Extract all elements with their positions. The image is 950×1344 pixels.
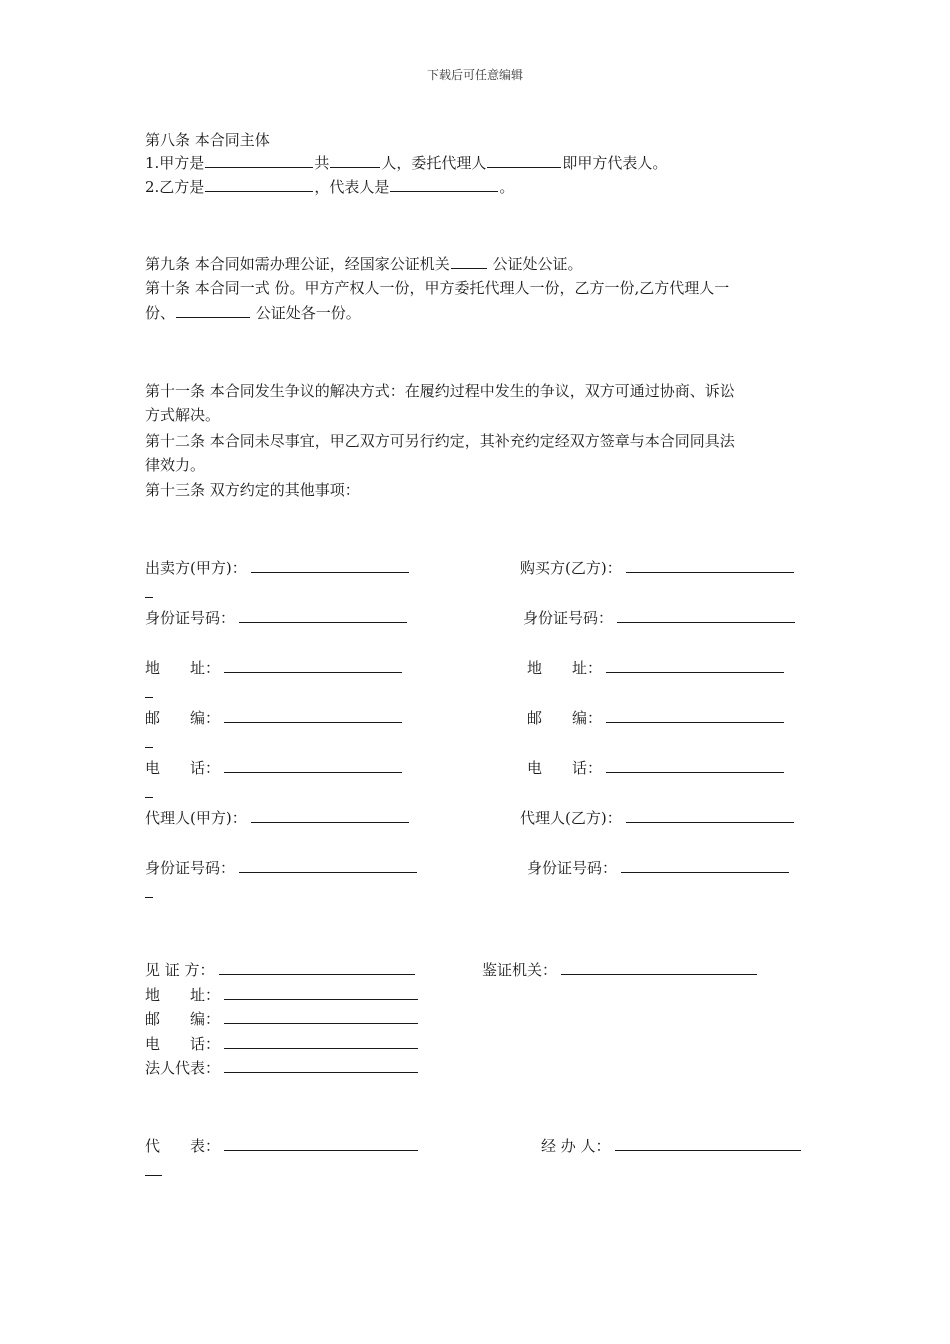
label: 邮 编： xyxy=(145,1010,221,1028)
signature-line[interactable] xyxy=(251,556,409,573)
page-header: 下载后可任意编辑 xyxy=(426,68,523,82)
text: ，代表人是 xyxy=(314,178,390,196)
text: 第九条 本合同如需办理公证，经国家公证机关 xyxy=(145,255,450,273)
signature-line[interactable] xyxy=(615,1134,801,1151)
article-13: 第十三条 双方约定的其他事项： xyxy=(145,481,360,499)
article-11-line-1: 第十一条 本合同发生争议的解决方式：在履约过程中发生的争议，双方可通过协商、诉讼 xyxy=(145,382,735,400)
agent-id-left-field xyxy=(145,856,417,878)
representative-field xyxy=(145,1134,418,1156)
signature-line[interactable] xyxy=(626,556,794,573)
blank-line[interactable] xyxy=(205,152,313,168)
signature-line[interactable] xyxy=(224,756,402,773)
label: 购买方(乙方)： xyxy=(520,559,622,577)
article-10-line-1: 第十条 本合同一式 份。甲方产权人一份，甲方委托代理人一份，乙方一份,乙方代理人一 xyxy=(145,279,730,297)
seller-field xyxy=(145,556,409,578)
text: 公证处各一份。 xyxy=(251,304,361,322)
text: 共 xyxy=(314,154,330,172)
signature-line[interactable] xyxy=(606,756,784,773)
text: 2.乙方是 xyxy=(145,178,205,196)
authority-field xyxy=(482,958,757,980)
label: 身份证号码： xyxy=(527,859,618,877)
overflow-underline xyxy=(145,796,153,798)
label: 电 话： xyxy=(145,1035,221,1053)
label: 法人代表： xyxy=(145,1059,221,1077)
label: 电 话： xyxy=(145,759,221,777)
label: 邮 编： xyxy=(527,709,603,727)
witness-tel-field xyxy=(145,1032,418,1054)
signature-line[interactable] xyxy=(606,656,784,673)
label: 代理人(乙方)： xyxy=(520,809,622,827)
agent-right-field xyxy=(520,806,794,828)
label: 代理人(甲方)： xyxy=(145,809,247,827)
label: 地 址： xyxy=(145,659,221,677)
signature-line[interactable] xyxy=(219,958,415,975)
article-10-line-2 xyxy=(145,300,361,326)
label: 鉴证机关： xyxy=(482,961,558,979)
label: 见 证 方： xyxy=(145,961,215,979)
label: 地 址： xyxy=(527,659,603,677)
text: 人，委托代理人 xyxy=(381,154,487,172)
witness-addr-field xyxy=(145,983,418,1005)
label: 经 办 人： xyxy=(541,1137,611,1155)
tel-right-field xyxy=(527,756,784,778)
label: 邮 编： xyxy=(145,709,221,727)
label: 地 址： xyxy=(145,986,221,1004)
addr-left-field xyxy=(145,656,402,678)
agent-left-field xyxy=(145,806,409,828)
text: 。 xyxy=(499,178,515,196)
signature-line[interactable] xyxy=(224,706,402,723)
article-8-line-1 xyxy=(145,150,667,176)
blank-line[interactable] xyxy=(330,152,380,168)
overflow-underline xyxy=(145,746,153,748)
signature-line[interactable] xyxy=(561,958,757,975)
signature-line[interactable] xyxy=(617,606,795,623)
overflow-underline xyxy=(145,1174,162,1176)
overflow-underline xyxy=(145,696,153,698)
post-right-field xyxy=(527,706,784,728)
post-left-field xyxy=(145,706,402,728)
signature-line[interactable] xyxy=(239,856,417,873)
id-right-field xyxy=(523,606,795,628)
signature-line[interactable] xyxy=(626,806,794,823)
signature-line[interactable] xyxy=(224,1007,418,1024)
buyer-field xyxy=(520,556,794,578)
addr-right-field xyxy=(527,656,784,678)
label: 身份证号码： xyxy=(523,609,614,627)
signature-line[interactable] xyxy=(224,1134,418,1151)
signature-line[interactable] xyxy=(224,1056,418,1073)
article-12-line-2: 律效力。 xyxy=(145,456,206,474)
witness-field xyxy=(145,958,415,980)
id-left-field xyxy=(145,606,407,628)
text: 公证处公证。 xyxy=(487,255,583,273)
handler-field xyxy=(541,1134,801,1156)
article-9 xyxy=(145,251,583,277)
blank-line[interactable] xyxy=(451,253,487,269)
blank-line[interactable] xyxy=(487,152,561,168)
signature-line[interactable] xyxy=(224,656,402,673)
signature-line[interactable] xyxy=(224,1032,418,1049)
text: 份、 xyxy=(145,304,176,322)
label: 身份证号码： xyxy=(145,859,236,877)
blank-line[interactable] xyxy=(390,176,498,192)
legal-rep-field xyxy=(145,1056,418,1078)
overflow-underline xyxy=(145,596,153,598)
article-8-title: 第八条 本合同主体 xyxy=(145,131,270,149)
label: 代 表： xyxy=(145,1137,221,1155)
label: 出卖方(甲方)： xyxy=(145,559,247,577)
signature-line[interactable] xyxy=(224,983,418,1000)
signature-line[interactable] xyxy=(239,606,407,623)
text: 即甲方代表人。 xyxy=(562,154,668,172)
label: 身份证号码： xyxy=(145,609,236,627)
signature-line[interactable] xyxy=(251,806,409,823)
blank-line[interactable] xyxy=(205,176,313,192)
article-12-line-1: 第十二条 本合同未尽事宜，甲乙双方可另行约定，其补充约定经双方签章与本合同同具法 xyxy=(145,432,735,450)
tel-left-field xyxy=(145,756,402,778)
signature-line[interactable] xyxy=(621,856,789,873)
text: 1.甲方是 xyxy=(145,154,205,172)
witness-post-field xyxy=(145,1007,418,1029)
label: 电 话： xyxy=(527,759,603,777)
article-11-line-2: 方式解决。 xyxy=(145,406,221,424)
blank-line[interactable] xyxy=(176,302,250,318)
signature-line[interactable] xyxy=(606,706,784,723)
overflow-underline xyxy=(145,896,153,898)
article-8-line-2 xyxy=(145,174,514,200)
agent-id-right-field xyxy=(527,856,789,878)
